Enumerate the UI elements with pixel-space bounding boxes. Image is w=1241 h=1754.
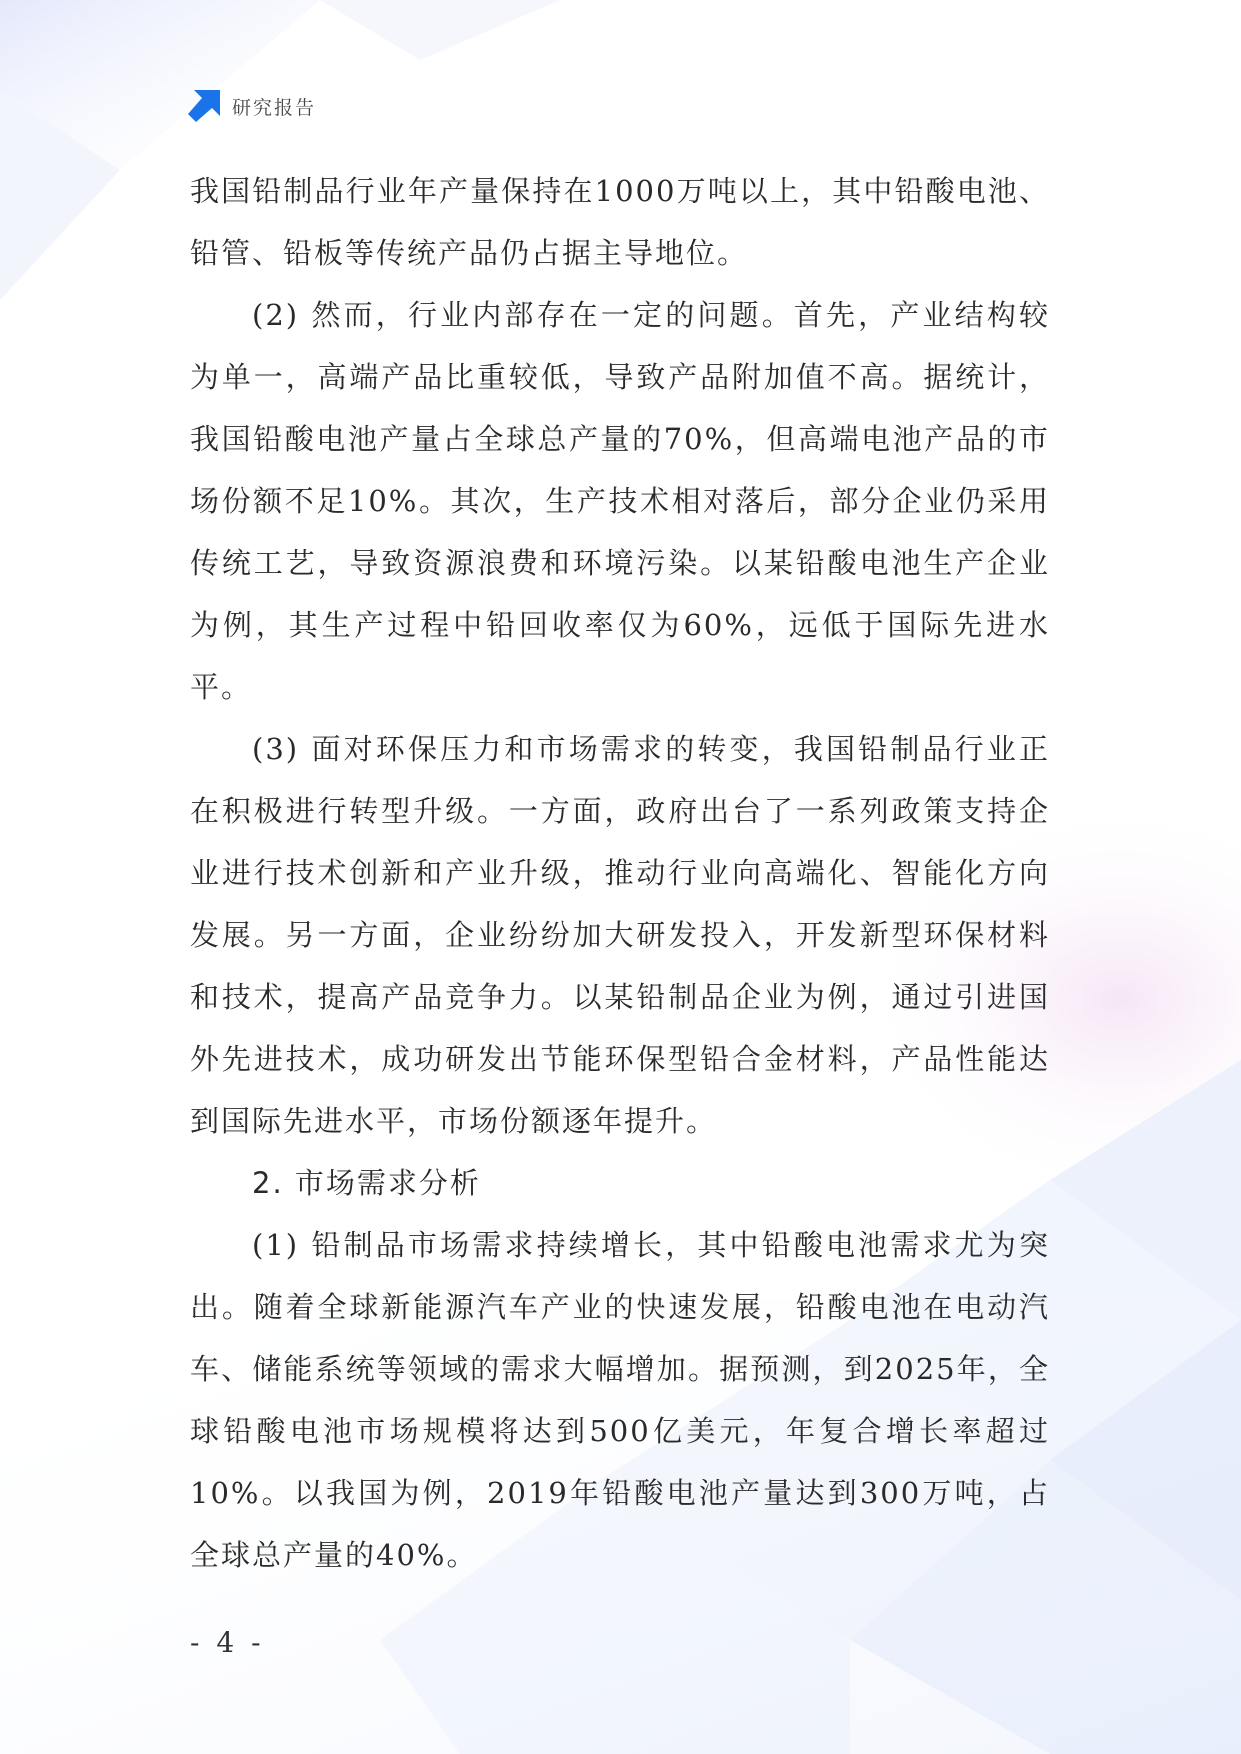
header-title: 研究报告 (232, 96, 317, 119)
page-number: - 4 - (190, 1626, 265, 1659)
paragraph-1: 我国铅制品行业年产量保持在1000万吨以上，其中铅酸电池、铅管、铅板等传统产品仍占据主导地位。 (190, 174, 1050, 270)
paragraph-4: (1) 铅制品市场需求持续增长，其中铅酸电池需求尤为突出。随着全球新能源汽车产业的快速发展，铅酸电池在电动汽车、储能系统等领域的需求大幅增加。据预测，到2025年，全球铅酸电池市场规模将达到500亿美元，年复合增长率超过10%。以我国为例，2019年铅酸电池产量达到300万吨，占全球总产量的40%。 (190, 1228, 1050, 1572)
document-body (190, 160, 1050, 1586)
paragraph-2: (2) 然而，行业内部存在一定的问题。首先，产业结构较为单一，高端产品比重较低，导致产品附加值不高。据统计，我国铅酸电池产量占全球总产量的70%，但高端电池产品的市场份额不足10%。其次，生产技术相对落后，部分企业仍采用传统工艺，导致资源浪费和环境污染。以某铅酸电池生产企业为例，其生产过程中铅回收率仅为60%，远低于国际先进水平。 (190, 298, 1050, 704)
paragraph-3: (3) 面对环保压力和市场需求的转变，我国铅制品行业正在积极进行转型升级。一方面，政府出台了一系列政策支持企业进行技术创新和产业升级，推动行业向高端化、智能化方向发展。另一方面，企业纷纷加大研发投入，开发新型环保材料和技术，提高产品竞争力。以某铅制品企业为例，通过引进国外先进技术，成功研发出节能环保型铅合金材料，产品性能达到国际先进水平，市场份额逐年提升。 (190, 732, 1050, 1138)
report-header (188, 88, 316, 124)
arrow-up-right-icon (188, 90, 220, 122)
section-heading: 2. 市场需求分析 (252, 1166, 481, 1200)
